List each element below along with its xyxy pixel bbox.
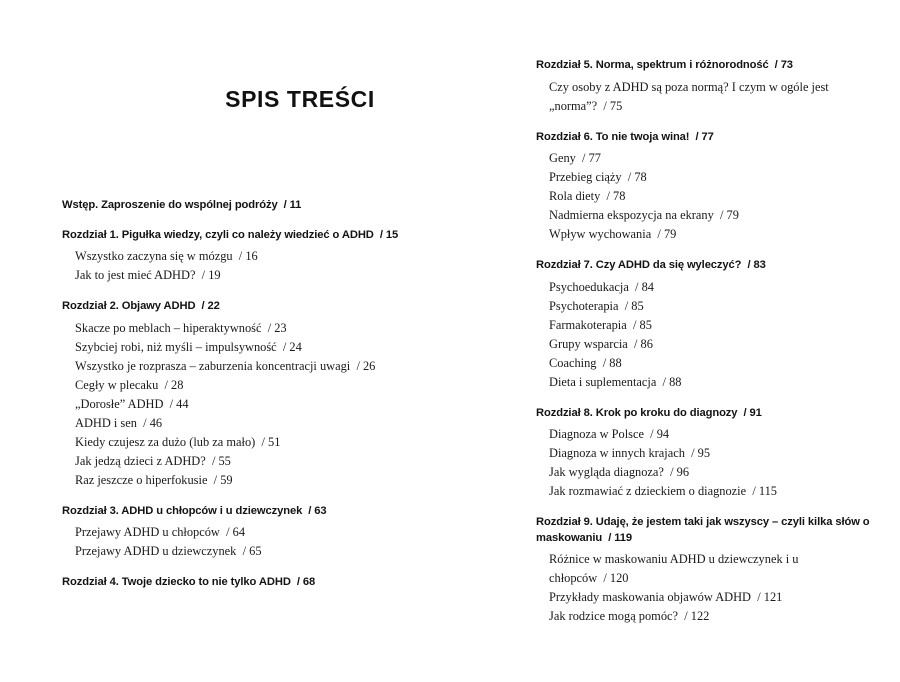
toc-entry[interactable] (62, 338, 482, 357)
toc-entry-label: Diagnoza w innych krajach (549, 446, 685, 460)
toc-entry-page-number: / 86 (634, 336, 653, 351)
toc-chapter-label: Rozdział 9. Udaję, że jestem taki jak wszyscy – czyli kilka słów o maskowaniu (536, 516, 870, 544)
toc-chapter-heading[interactable] (62, 575, 482, 591)
toc-entry[interactable] (62, 395, 482, 414)
toc-chapter-block (62, 504, 482, 562)
toc-entry-page-number: / 26 (356, 358, 376, 373)
toc-entry[interactable] (536, 78, 876, 116)
toc-chapter-heading[interactable] (536, 130, 876, 146)
toc-entry-page-number: / 88 (602, 355, 622, 370)
toc-entry-label: „Dorosłe” ADHD (75, 396, 164, 411)
toc-chapter-page-number: / 15 (379, 228, 399, 241)
toc-chapter-page-number: / 11 (283, 199, 302, 211)
toc-entry[interactable] (536, 278, 876, 297)
toc-chapter-block (536, 515, 876, 626)
toc-chapter-block (62, 228, 482, 286)
toc-entry-label: Diagnoza w Polsce (549, 427, 644, 441)
toc-chapter-label: Wstęp. Zaproszenie do wspólnej podróży (62, 199, 278, 211)
toc-entry[interactable] (536, 354, 876, 373)
toc-entry[interactable] (536, 444, 876, 463)
toc-entry-label: Przykłady maskowania objawów ADHD (549, 590, 752, 604)
toc-entry-page-number: / 94 (650, 427, 670, 441)
toc-entry-label: Geny (549, 151, 576, 165)
toc-entry-label: Coaching (549, 355, 597, 370)
toc-entry[interactable] (536, 297, 876, 316)
toc-chapter-page-number: / 83 (747, 259, 766, 271)
toc-entry[interactable] (536, 187, 876, 206)
toc-entry-label: Rola diety (549, 189, 601, 203)
toc-chapter-label: Rozdział 3. ADHD u chłopców i u dziewczynek (62, 504, 303, 517)
toc-entry[interactable] (62, 433, 482, 452)
toc-entry[interactable] (62, 523, 482, 542)
toc-entry-label: Dieta i suplementacja (549, 374, 657, 389)
toc-entry[interactable] (536, 335, 876, 354)
toc-entry-label: Kiedy czujesz za dużo (lub za mało) (75, 434, 256, 449)
toc-chapter-label: Rozdział 1. Pigułka wiedzy, czyli co należy wiedzieć o ADHD (62, 228, 374, 241)
toc-entry[interactable] (62, 247, 482, 266)
toc-entry-label: Psychoedukacja (549, 279, 629, 294)
toc-chapter-label: Rozdział 5. Norma, spektrum i różnorodność (536, 59, 769, 71)
toc-chapter-label: Rozdział 7. Czy ADHD da się wyleczyć? (536, 259, 742, 271)
toc-entry-label: Nadmierna ekspozycja na ekrany (549, 208, 714, 222)
toc-chapter-page-number: / 73 (774, 59, 793, 71)
toc-entry[interactable] (62, 414, 482, 433)
toc-entry[interactable] (536, 463, 876, 482)
toc-entry[interactable] (536, 588, 876, 607)
toc-entry-page-number: / 65 (242, 544, 262, 558)
toc-chapter-page-number: / 77 (695, 130, 714, 143)
toc-entry-page-number: / 51 (261, 434, 281, 449)
toc-entry-page-number: / 64 (226, 525, 246, 539)
toc-chapter-page-number: / 119 (608, 531, 632, 544)
toc-chapter-heading[interactable] (62, 299, 482, 315)
toc-entry-page-number: / 84 (635, 279, 654, 294)
toc-entry[interactable] (62, 266, 482, 285)
toc-entry-page-number: / 59 (213, 472, 233, 487)
toc-entry-page-number: / 120 (603, 571, 629, 585)
toc-entry[interactable] (536, 607, 876, 626)
toc-chapter-block (62, 299, 482, 490)
toc-entry[interactable] (536, 149, 876, 168)
toc-entry-page-number: / 121 (757, 590, 783, 604)
toc-entry-label: Jak rodzice mogą pomóc? (549, 609, 679, 623)
toc-entry-page-number: / 78 (606, 189, 626, 203)
toc-chapter-block (536, 58, 876, 116)
toc-entry[interactable] (62, 376, 482, 395)
toc-column-left (62, 198, 482, 595)
toc-chapter-heading[interactable] (536, 406, 876, 422)
toc-entry-page-number: / 55 (211, 453, 231, 468)
toc-chapter-heading[interactable] (536, 58, 876, 74)
toc-chapter-label: Rozdział 2. Objawy ADHD (62, 300, 196, 312)
toc-entry-page-number: / 88 (662, 374, 682, 389)
toc-chapter-page-number: / 63 (308, 504, 327, 517)
toc-entry-label: Różnice w maskowaniu ADHD u dziewczynek i u chłopców (549, 552, 799, 585)
toc-entry-label: Szybciej robi, niż myśli – impulsywność (75, 339, 277, 354)
toc-entry[interactable] (536, 550, 876, 588)
toc-chapter-heading[interactable] (536, 515, 876, 546)
toc-entry[interactable] (62, 542, 482, 561)
toc-entry-page-number: / 95 (691, 446, 711, 460)
toc-entry[interactable] (536, 206, 876, 225)
toc-entry-label: Przebieg ciąży (549, 170, 622, 184)
toc-chapter-label: Rozdział 8. Krok po kroku do diagnozy (536, 406, 738, 419)
toc-entry-page-number: / 79 (720, 208, 739, 222)
toc-entry-page-number: / 44 (169, 396, 189, 411)
toc-chapter-heading[interactable] (62, 198, 482, 214)
toc-entry-label: Cegły w plecaku (75, 377, 159, 392)
toc-entry[interactable] (62, 319, 482, 338)
toc-entry-label: Jak jedzą dzieci z ADHD? (75, 453, 206, 468)
toc-entry-page-number: / 85 (632, 317, 652, 332)
toc-chapter-heading[interactable] (62, 228, 482, 244)
toc-entry-label: Przejawy ADHD u chłopców (75, 525, 220, 539)
toc-chapter-label: Rozdział 6. To nie twoja wina! (536, 130, 690, 143)
page-title: SPIS TREŚCI (225, 86, 375, 112)
toc-entry-label: Psychoterapia (549, 298, 619, 313)
toc-chapter-block (536, 406, 876, 502)
toc-entry-page-number: / 16 (238, 249, 258, 263)
toc-entry-label: Grupy wsparcia (549, 336, 628, 351)
toc-entry-label: Jak to jest mieć ADHD? (75, 268, 196, 282)
toc-entry-page-number: / 115 (752, 484, 777, 498)
toc-chapter-heading[interactable] (536, 258, 876, 274)
toc-entry-label: Skacze po meblach – hiperaktywność (75, 320, 262, 335)
toc-chapter-block (62, 575, 482, 591)
toc-entry-page-number: / 46 (143, 415, 163, 430)
toc-entry-page-number: / 19 (201, 268, 221, 282)
toc-entry-page-number: / 77 (582, 151, 601, 165)
toc-entry-page-number: / 96 (670, 465, 690, 479)
toc-entry-label: Przejawy ADHD u dziewczynek (75, 544, 237, 558)
toc-chapter-page-number: / 68 (296, 576, 316, 588)
toc-chapter-label: Rozdział 4. Twoje dziecko to nie tylko ADHD (62, 576, 291, 588)
toc-entry-page-number: / 24 (282, 339, 302, 354)
toc-entry-page-number: / 122 (684, 609, 710, 623)
toc-entry-label: Czy osoby z ADHD są poza normą? I czym w ogóle jest „norma”? (549, 79, 829, 113)
toc-entry-page-number: / 78 (627, 170, 647, 184)
toc-entry[interactable] (536, 225, 876, 244)
toc-entry-label: Raz jeszcze o hiperfokusie (75, 472, 208, 487)
toc-entry-page-number: / 23 (267, 320, 287, 335)
toc-entry-label: Wpływ wychowania (549, 227, 652, 241)
toc-entry-label: Jak wygląda diagnoza? (549, 465, 664, 479)
toc-entry[interactable] (536, 316, 876, 335)
toc-chapter-page-number: / 22 (201, 300, 220, 312)
toc-entry[interactable] (536, 373, 876, 392)
toc-column-right (536, 58, 876, 626)
toc-entry[interactable] (62, 452, 482, 471)
toc-entry-label: Farmakoterapia (549, 317, 627, 332)
toc-chapter-page-number: / 91 (743, 406, 762, 419)
toc-entry-label: Jak rozmawiać z dzieckiem o diagnozie (549, 484, 747, 498)
toc-entry-label: Wszystko zaczyna się w mózgu (75, 249, 233, 263)
toc-entry-label: Wszystko je rozprasza – zaburzenia koncentracji uwagi (75, 358, 351, 373)
toc-entry-page-number: / 79 (657, 227, 677, 241)
toc-chapter-block (536, 258, 876, 392)
toc-entry[interactable] (536, 425, 876, 444)
toc-entry[interactable] (62, 357, 482, 376)
toc-entry[interactable] (62, 471, 482, 490)
toc-entry-label: ADHD i sen (75, 415, 137, 430)
toc-entry-page-number: / 85 (624, 298, 644, 313)
toc-entry-page-number: / 28 (164, 377, 184, 392)
toc-entry[interactable] (536, 482, 876, 501)
toc-chapter-block (62, 198, 482, 214)
toc-chapter-block (536, 130, 876, 245)
toc-entry[interactable] (536, 168, 876, 187)
toc-entry-page-number: / 75 (603, 98, 623, 113)
toc-chapter-heading[interactable] (62, 504, 482, 520)
